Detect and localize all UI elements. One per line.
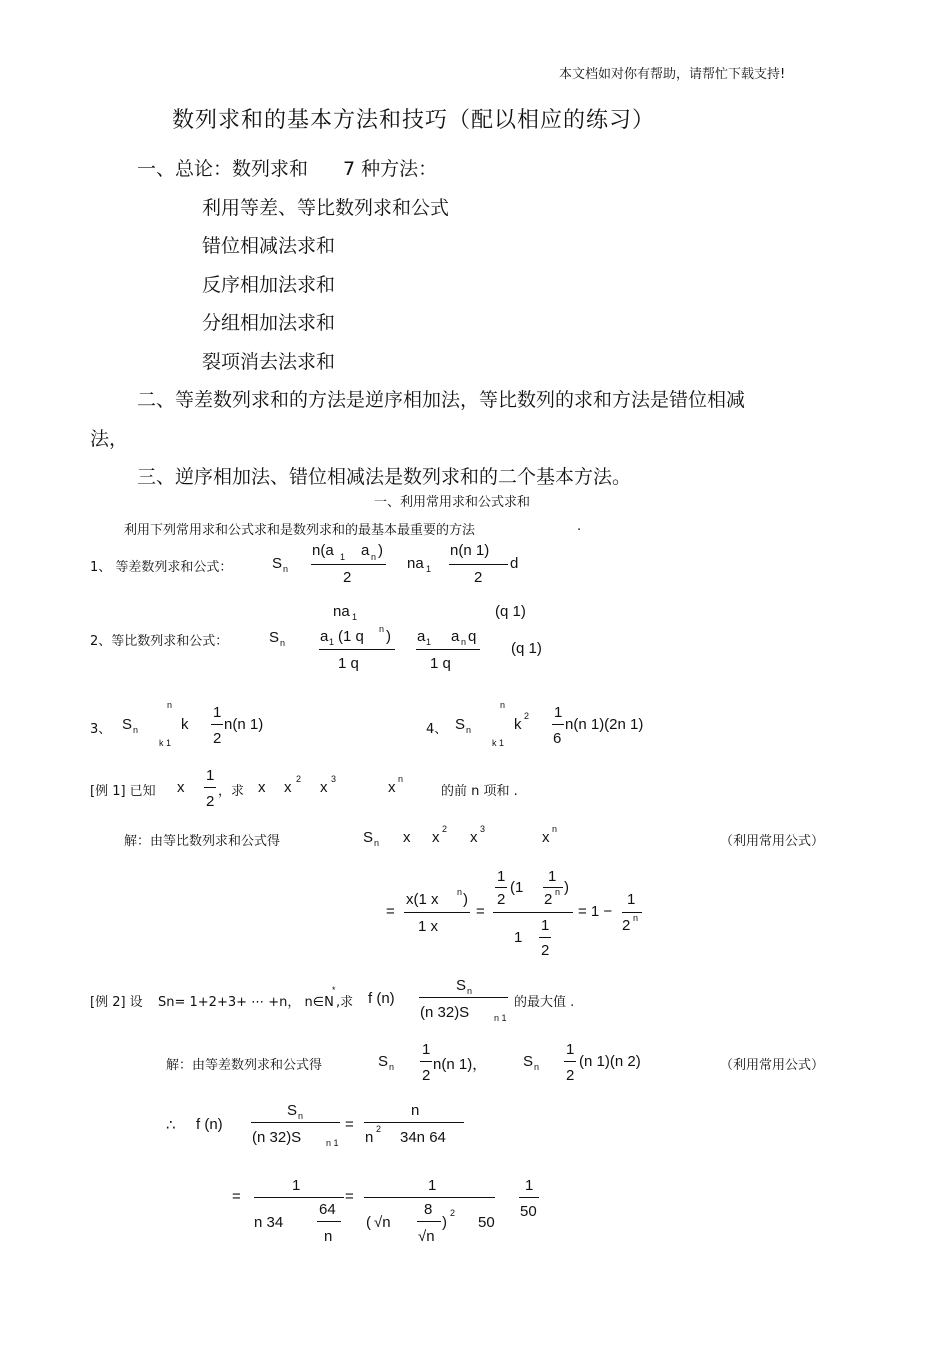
- section-intro: 利用下列常用求和公式求和是数列求和的最基本最重要的方法: [124, 523, 476, 538]
- formula1-label: 1、 等差数列求和公式：: [90, 560, 233, 575]
- formula4-label: 4、: [426, 722, 448, 737]
- point-two-line1: 二、等差数列求和的方法是逆序相加法，等比数列的求和方法是错位相减: [137, 389, 746, 411]
- method-item: 利用等差、等比数列求和公式: [202, 197, 450, 219]
- section-intro-end: .: [577, 519, 582, 534]
- method-item: 分组相加法求和: [202, 312, 336, 334]
- point-three: 三、逆序相加法、错位相减法是数列求和的二个基本方法。: [137, 466, 632, 488]
- formula2-label: 2、等比数列求和公式：: [90, 634, 229, 649]
- method-item: 错位相减法求和: [202, 235, 336, 257]
- overview-heading: 一、总论：数列求和: [137, 158, 309, 180]
- point-two-line2: 法，: [90, 428, 129, 450]
- method-item: 裂项消去法求和: [202, 351, 336, 373]
- formula3-label: 3、: [90, 722, 112, 737]
- page-title: 数列求和的基本方法和技巧（配以相应的练习）: [172, 108, 656, 133]
- overview-count: 7 种方法：: [343, 158, 438, 180]
- section-heading: 一、利用常用求和公式求和: [374, 495, 531, 510]
- header-note: 本文档如对你有帮助，请帮忙下载支持!: [559, 67, 786, 82]
- method-item: 反序相加法求和: [202, 274, 336, 296]
